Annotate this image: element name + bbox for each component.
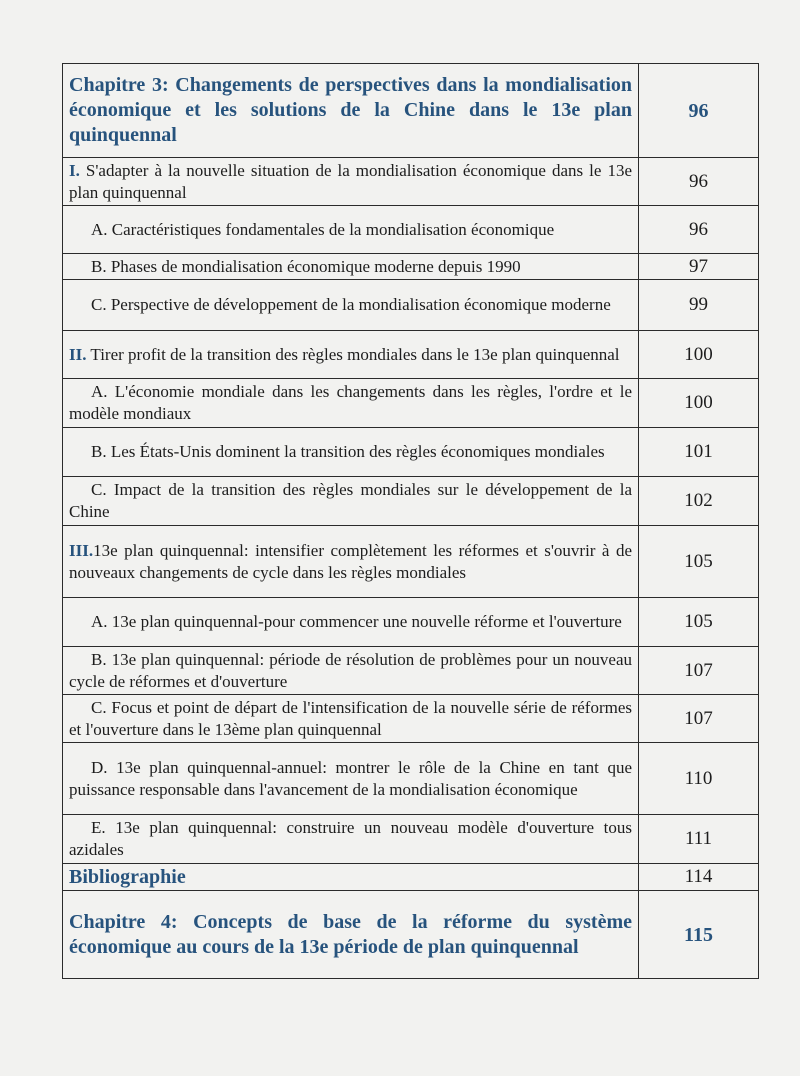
section-row: [63, 158, 759, 206]
page-number: 111: [639, 815, 759, 864]
subsection-title: B. 13e plan quinquennal: période de résolution de problèmes pour un nouveau cycle de réformes et d'ouverture: [63, 647, 639, 695]
chapter-title: Chapitre 4: Concepts de base de la réforme du système économique au cours de la 13e période de plan quinquennal: [63, 891, 639, 979]
section-title: [63, 331, 639, 379]
section-text: 13e plan quinquennal: intensifier complètement les réformes et s'ouvrir à de nouveaux changements de cycle dans les règles mondiales: [69, 540, 632, 582]
section-row: [63, 526, 759, 598]
page-number: 114: [639, 864, 759, 891]
page-number: 107: [639, 695, 759, 743]
subsection-row: [63, 815, 759, 864]
subsection-row: [63, 254, 759, 280]
page-number: 97: [639, 254, 759, 280]
page-number: 110: [639, 743, 759, 815]
chapter-row: [63, 891, 759, 979]
page-number: 99: [639, 280, 759, 331]
subsection-row: [63, 743, 759, 815]
chapter-row: [63, 64, 759, 158]
page-number: 96: [639, 206, 759, 254]
subsection-title: C. Impact de la transition des règles mondiales sur le développement de la Chine: [63, 477, 639, 526]
page-number: 101: [639, 428, 759, 477]
chapter-title: Chapitre 3: Changements de perspectives dans la mondialisation économique et les solutions de la Chine dans le 13e plan quinquennal: [63, 64, 639, 158]
subsection-title: E. 13e plan quinquennal: construire un nouveau modèle d'ouverture tous azidales: [63, 815, 639, 864]
subsection-row: [63, 206, 759, 254]
section-text: Tirer profit de la transition des règles mondiales dans le 13e plan quinquennal: [86, 344, 620, 364]
page-number: 100: [639, 379, 759, 428]
subsection-title: A. 13e plan quinquennal-pour commencer une nouvelle réforme et l'ouverture: [63, 598, 639, 647]
subsection-title: C. Focus et point de départ de l'intensification de la nouvelle série de réformes et l'ouverture dans le 13ème plan quinquennal: [63, 695, 639, 743]
subsection-title: A. L'économie mondiale dans les changements dans les règles, l'ordre et le modèle mondiaux: [63, 379, 639, 428]
page-number: 105: [639, 598, 759, 647]
subsection-row: [63, 280, 759, 331]
section-text: S'adapter à la nouvelle situation de la mondialisation économique dans le 13e plan quinquennal: [69, 160, 632, 202]
page-number: 96: [639, 158, 759, 206]
page-number: 107: [639, 647, 759, 695]
subsection-title: B. Phases de mondialisation économique moderne depuis 1990: [63, 254, 639, 280]
section-row: [63, 331, 759, 379]
subsection-title: A. Caractéristiques fondamentales de la mondialisation économique: [63, 206, 639, 254]
page-number: 96: [639, 64, 759, 158]
page-number: 102: [639, 477, 759, 526]
page-number: 105: [639, 526, 759, 598]
section-numeral: II.: [69, 344, 87, 364]
section-title: [63, 158, 639, 206]
subsection-row: [63, 598, 759, 647]
page-number: 100: [639, 331, 759, 379]
section-numeral: III.: [69, 540, 94, 560]
section-title: [63, 526, 639, 598]
subsection-row: [63, 695, 759, 743]
table-of-contents: [62, 63, 759, 979]
subsection-title: C. Perspective de développement de la mondialisation économique moderne: [63, 280, 639, 331]
subsection-title: D. 13e plan quinquennal-annuel: montrer le rôle de la Chine en tant que puissance responsable dans l'avancement de la mondialisation économique: [63, 743, 639, 815]
bibliography-row: [63, 864, 759, 891]
subsection-row: [63, 647, 759, 695]
section-numeral: I.: [69, 160, 80, 180]
subsection-row: [63, 379, 759, 428]
bibliography-title: Bibliographie: [63, 864, 639, 891]
subsection-title: B. Les États-Unis dominent la transition des règles économiques mondiales: [63, 428, 639, 477]
subsection-row: [63, 477, 759, 526]
subsection-row: [63, 428, 759, 477]
page-number: 115: [639, 891, 759, 979]
